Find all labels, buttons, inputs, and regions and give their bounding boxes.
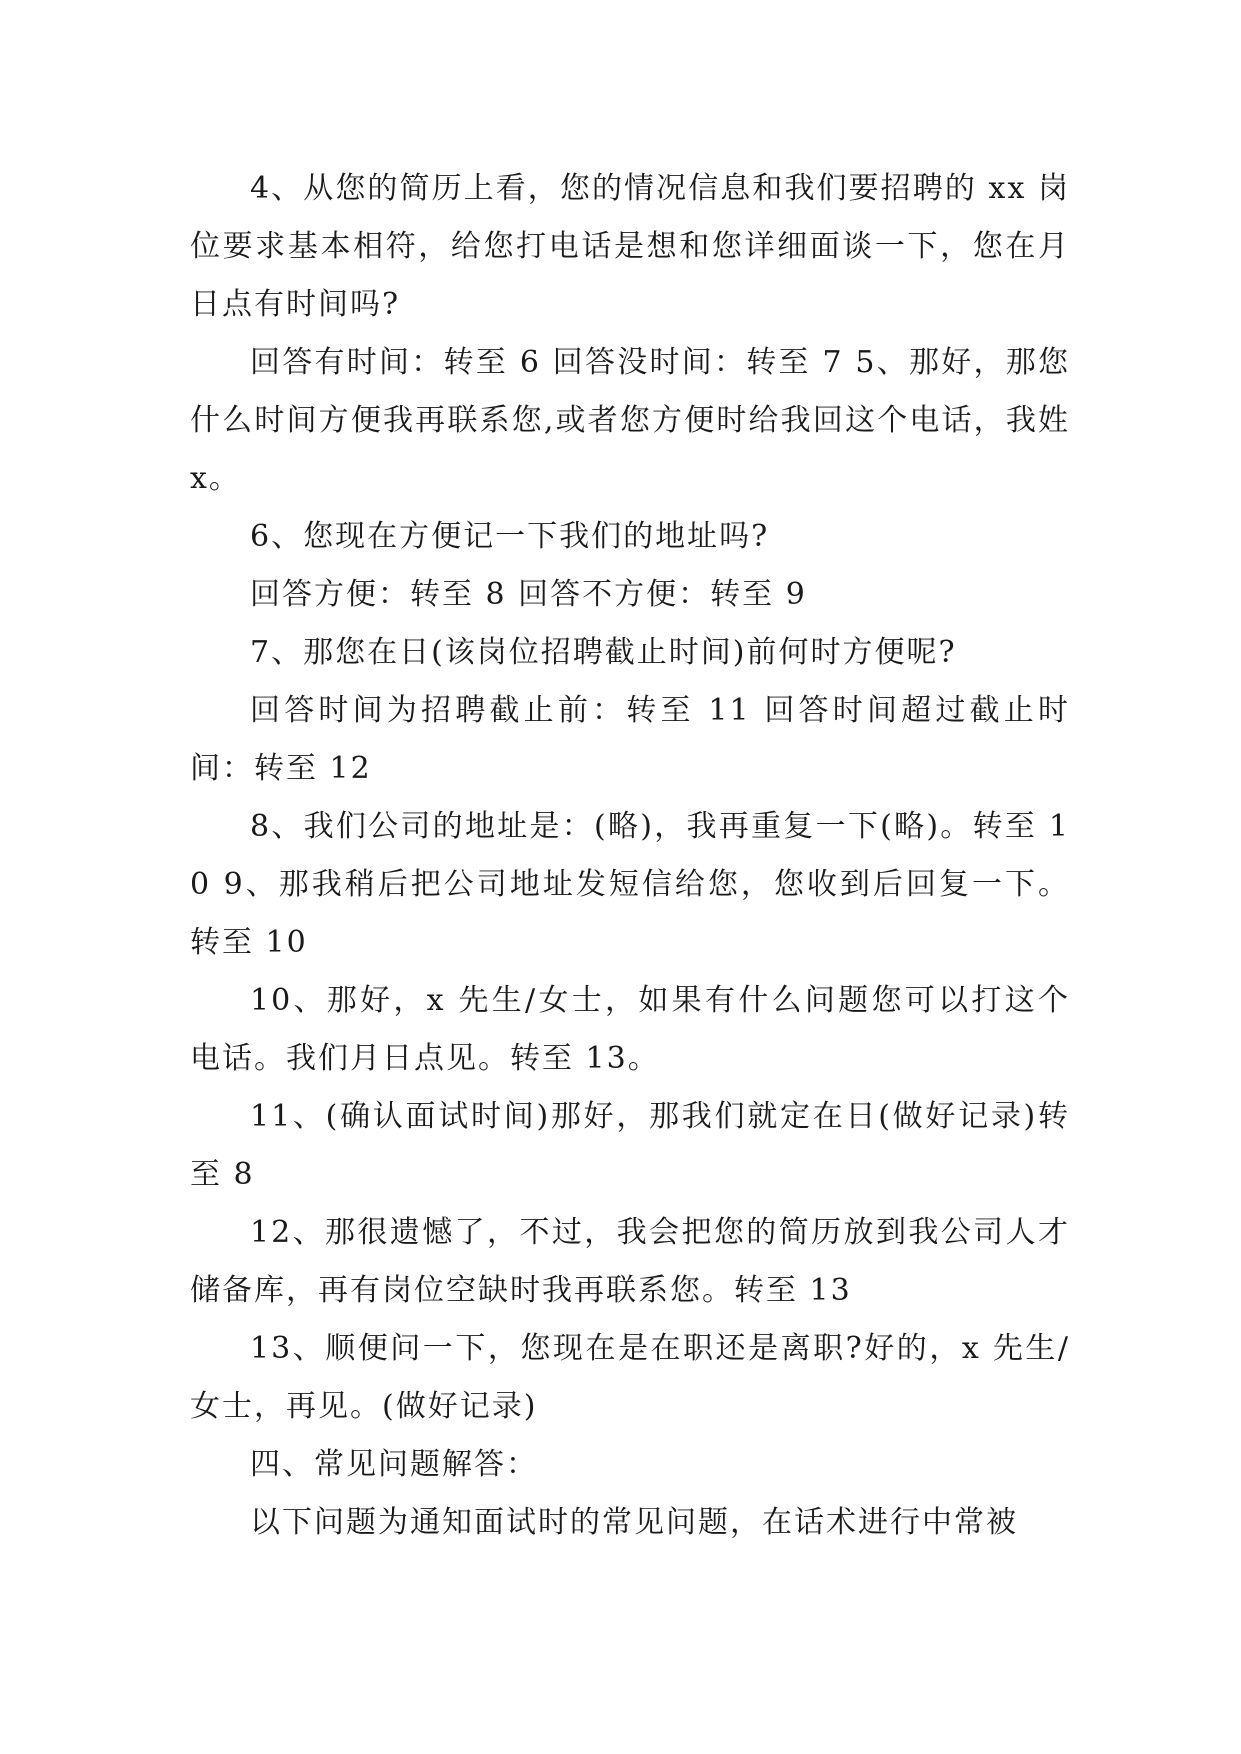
paragraph-8-9-company-address: 8、我们公司的地址是：(略)，我再重复一下(略)。转至 10 9、那我稍后把公司地址发短信给您，您收到后回复一下。转至 10 xyxy=(190,809,1070,960)
document-body xyxy=(190,160,1070,1552)
section-heading-faq: 四、常见问题解答： xyxy=(250,1447,538,1482)
paragraph-12-regret: 12、那很遗憾了，不过，我会把您的简历放到我公司人才储备库，再有岗位空缺时我再联系您。转至 13 xyxy=(190,1215,1070,1308)
paragraph-answer-time-5: 回答有时间：转至 6 回答没时间：转至 7 5、那好，那您什么时间方便我再联系您,或者您方便时给我回这个电话，我姓 x。 xyxy=(190,345,1070,496)
paragraph-4-interview-time: 4、从您的简历上看，您的情况信息和我们要招聘的 xx 岗位要求基本相符，给您打电话是想和您详细面谈一下，您在月日点有时间吗? xyxy=(190,171,1070,322)
paragraph-11-confirm-time: 11、(确认面试时间)那好，那我们就定在日(做好记录)转至 8 xyxy=(190,1099,1070,1192)
paragraph-10-confirm: 10、那好，x 先生/女士，如果有什么问题您可以打这个电话。我们月日点见。转至 13。 xyxy=(190,983,1070,1076)
paragraph-answer-deadline: 回答时间为招聘截止前：转至 11 回答时间超过截止时间：转至 12 xyxy=(190,693,1070,786)
paragraph-7-deadline: 7、那您在日(该岗位招聘截止时间)前何时方便呢? xyxy=(250,635,957,670)
paragraph-answer-convenient: 回答方便：转至 8 回答不方便：转至 9 xyxy=(250,577,807,612)
paragraph-13-closing: 13、顺便问一下，您现在是在职还是离职?好的，x 先生/女士，再见。(做好记录) xyxy=(190,1331,1070,1424)
paragraph-6-address: 6、您现在方便记一下我们的地址吗? xyxy=(250,519,770,554)
paragraph-faq-intro: 以下问题为通知面试时的常见问题，在话术进行中常被 xyxy=(250,1505,1018,1540)
